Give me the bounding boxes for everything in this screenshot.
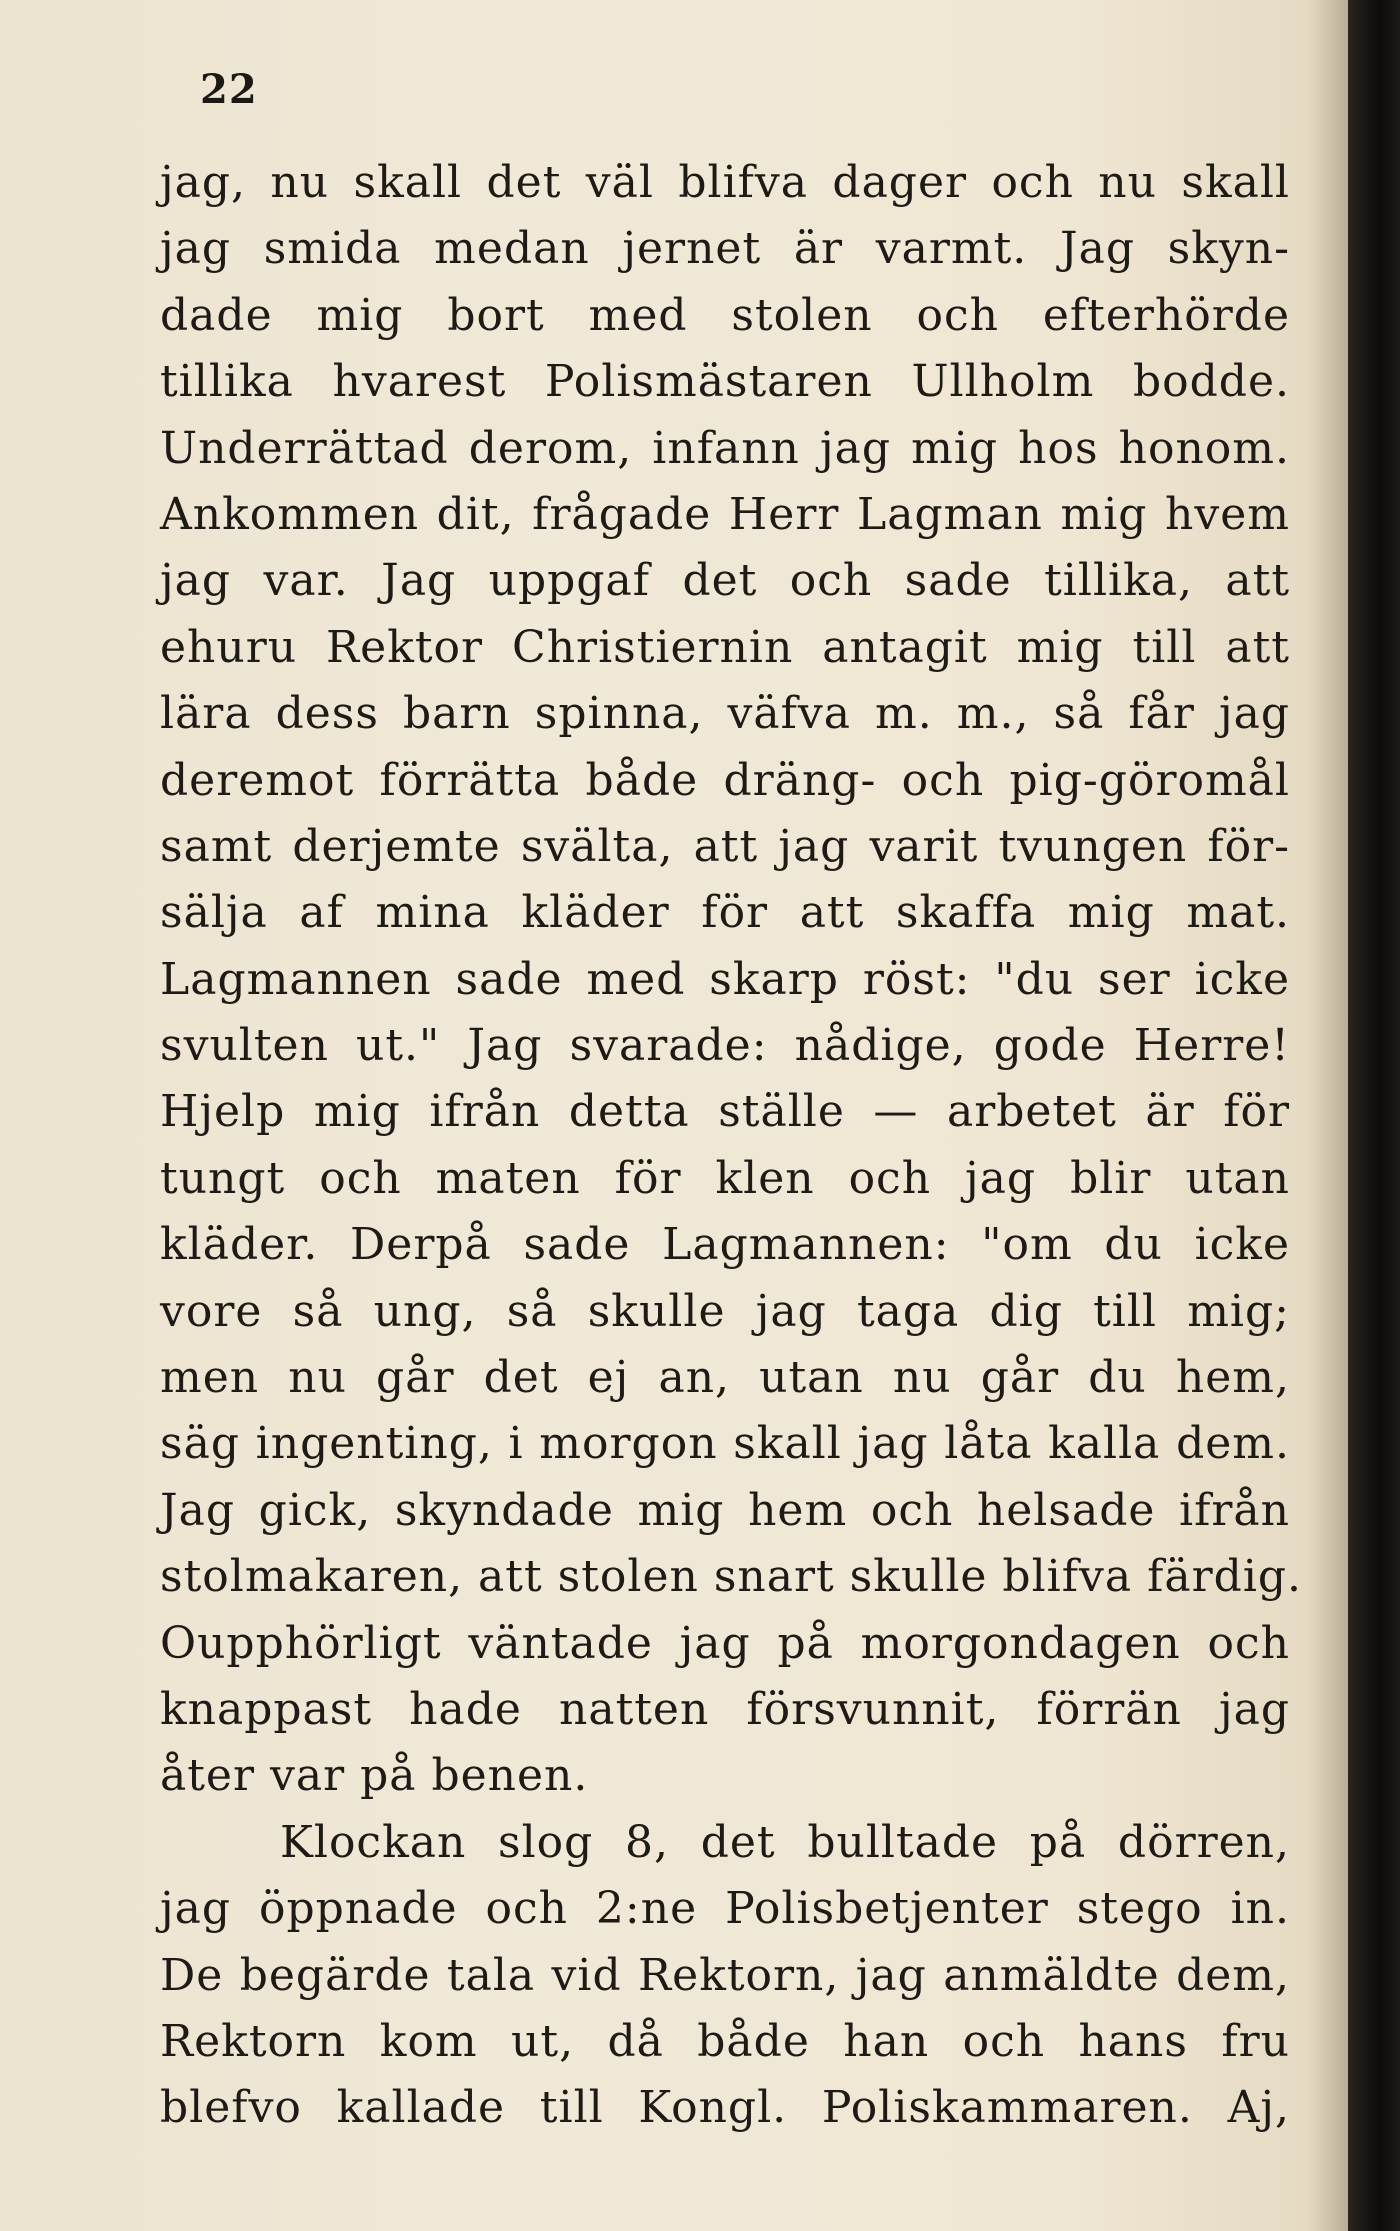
text-line: Lagmannen sade med skarp röst: "du ser icke (160, 953, 1290, 1005)
body-text (160, 150, 1303, 2142)
text-line: jag smida medan jernet är varmt. Jag skyn- (160, 223, 1290, 275)
text-line: Rektorn kom ut, då både han och hans fru (160, 2015, 1290, 2067)
text-line: jag, nu skall det väl blifva dager och nu skall (160, 157, 1290, 208)
text-line: tillika hvarest Polismästaren Ullholm bodde. (160, 356, 1290, 408)
text-line: vore så ung, så skulle jag taga dig till mig; (160, 1285, 1290, 1337)
text-line: jag öppnade och 2:ne Polisbetjenter stego in. (160, 1883, 1290, 1935)
text-line: Jag gick, skyndade mig hem och helsade ifrån (160, 1484, 1290, 1536)
text-line: De begärde tala vid Rektorn, jag anmäldte dem, (160, 1949, 1290, 2001)
text-line: men nu går det ej an, utan nu går du hem, (160, 1352, 1290, 1404)
text-line: knappast hade natten försvunnit, förrän jag (160, 1683, 1290, 1735)
text-line: svulten ut." Jag svarade: nådige, gode Herre! (160, 1020, 1290, 1072)
page-gutter-shadow (1308, 0, 1348, 2231)
text-line: Oupphörligt väntade jag på morgondagen och (160, 1617, 1290, 1669)
text-line: stolmakaren, att stolen snart skulle blifva färdig. (160, 1551, 1303, 1603)
text-line-paragraph-end: åter var på benen. (160, 1750, 589, 1802)
page-number: 22 (200, 66, 258, 113)
text-line: deremot förrätta både dräng- och pig-göromål (160, 754, 1290, 806)
text-line: kläder. Derpå sade Lagmannen: "om du icke (160, 1219, 1290, 1271)
text-line: blefvo kallade till Kongl. Poliskammaren. Aj, (160, 2082, 1290, 2134)
text-line: sälja af mina kläder för att skaffa mig mat. (160, 887, 1290, 939)
text-line: Underrättad derom, infann jag mig hos honom. (160, 422, 1290, 474)
text-line: jag var. Jag uppgaf det och sade tillika, att (160, 555, 1290, 607)
text-line-paragraph-start: Klockan slog 8, det bulltade på dörren, (280, 1816, 1290, 1868)
text-line: Ankommen dit, frågade Herr Lagman mig hvem (160, 488, 1290, 540)
text-line: ehuru Rektor Christiernin antagit mig till att (160, 621, 1290, 673)
text-line: Hjelp mig ifrån detta ställe — arbetet är för (160, 1086, 1290, 1138)
text-line: lära dess barn spinna, väfva m. m., så får jag (160, 688, 1290, 740)
text-line: samt derjemte svälta, att jag varit tvungen för- (160, 820, 1290, 872)
book-edge (1348, 0, 1400, 2231)
text-line: säg ingenting, i morgon skall jag låta kalla dem. (160, 1418, 1290, 1470)
text-line: dade mig bort med stolen och efterhörde (160, 289, 1290, 341)
text-line: tungt och maten för klen och jag blir utan (160, 1152, 1290, 1204)
